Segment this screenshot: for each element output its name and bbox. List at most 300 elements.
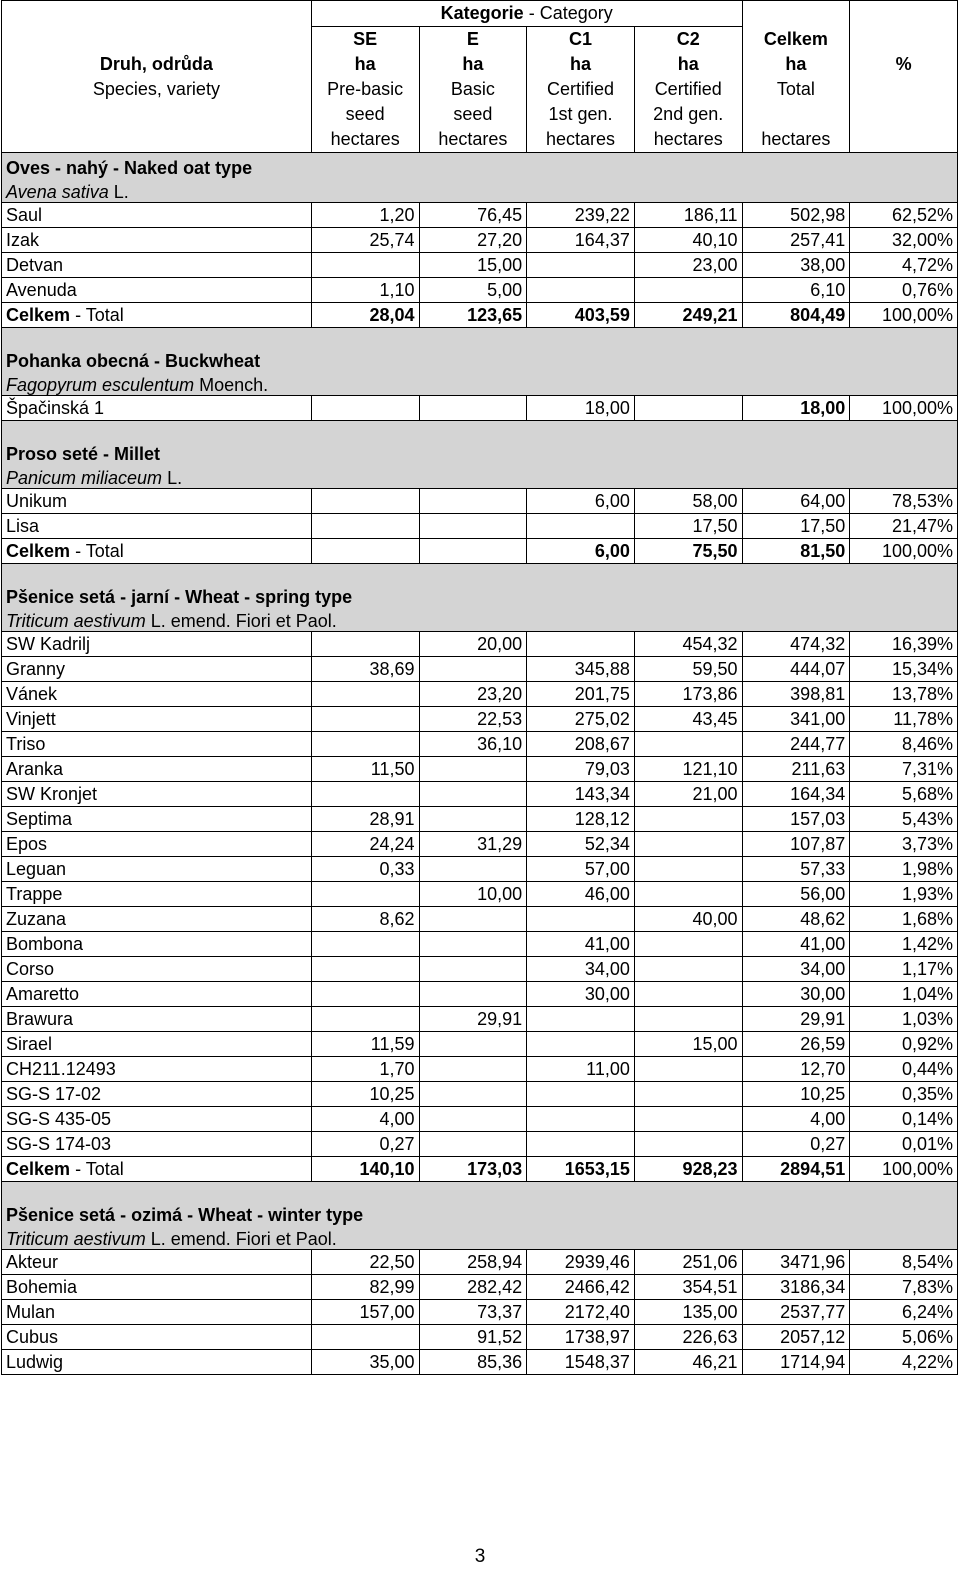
cell-c2: 59,50 (634, 657, 742, 682)
cell-c2: 354,51 (634, 1275, 742, 1300)
total-cell-pct: 100,00% (850, 539, 958, 564)
cell-total: 6,10 (742, 278, 850, 303)
variety-name: Bohemia (2, 1275, 312, 1300)
cell-c1 (527, 514, 635, 539)
cell-c1: 143,34 (527, 782, 635, 807)
table-row (2, 932, 958, 957)
cell-total: 2537,77 (742, 1300, 850, 1325)
latin-author: L. (113, 182, 129, 202)
cell-se (311, 682, 419, 707)
total-label (2, 303, 312, 328)
cell-pct: 5,68% (850, 782, 958, 807)
total-cell-se: 28,04 (311, 303, 419, 328)
cell-total: 4,00 (742, 1107, 850, 1132)
cell-total: 57,33 (742, 857, 850, 882)
variety-name: Vinjett (2, 707, 312, 732)
cell-se: 82,99 (311, 1275, 419, 1300)
cell-c2: 43,45 (634, 707, 742, 732)
total-cell-e: 173,03 (419, 1157, 527, 1182)
table-row (2, 1275, 958, 1300)
section-spacer (2, 1182, 958, 1201)
col-desc1-e: Basic (419, 77, 527, 102)
section-title: Oves - nahý - Naked oat type (2, 153, 958, 179)
cell-pct: 78,53% (850, 489, 958, 514)
cell-e (419, 807, 527, 832)
cell-e: 85,36 (419, 1350, 527, 1375)
cell-c1 (527, 1082, 635, 1107)
cell-se (311, 932, 419, 957)
latin-author: L. (167, 468, 183, 488)
variety-name: Epos (2, 832, 312, 857)
table-row (2, 832, 958, 857)
total-label-cz: Celkem (6, 1158, 71, 1179)
cell-c1 (527, 907, 635, 932)
table-row (2, 707, 958, 732)
total-cell-se: 140,10 (311, 1157, 419, 1182)
col-unit-en-se: hectares (311, 127, 419, 153)
cell-c2: 15,00 (634, 1032, 742, 1057)
total-cell-c1: 403,59 (527, 303, 635, 328)
latin-author: Moench. (199, 375, 269, 395)
cell-c1 (527, 253, 635, 278)
cell-c2 (634, 1007, 742, 1032)
cell-c1 (527, 1032, 635, 1057)
cell-total: 2057,12 (742, 1325, 850, 1350)
cell-pct: 62,52% (850, 203, 958, 228)
total-cell-e (419, 539, 527, 564)
section-title: Pšenice setá - jarní - Wheat - spring type (2, 582, 958, 607)
cell-total: 41,00 (742, 932, 850, 957)
cell-c1: 46,00 (527, 882, 635, 907)
cell-e: 22,53 (419, 707, 527, 732)
cell-pct: 100,00% (850, 396, 958, 421)
cell-c2 (634, 957, 742, 982)
variety-name: Zuzana (2, 907, 312, 932)
cell-pct: 0,35% (850, 1082, 958, 1107)
total-row (2, 303, 958, 328)
cell-se: 35,00 (311, 1350, 419, 1375)
cell-e: 36,10 (419, 732, 527, 757)
table-row (2, 514, 958, 539)
cell-e (419, 782, 527, 807)
section-latin-name (2, 464, 958, 489)
cell-se (311, 514, 419, 539)
total-cell-pct: 100,00% (850, 1157, 958, 1182)
cell-total: 474,32 (742, 632, 850, 657)
variety-name: Vánek (2, 682, 312, 707)
table-row (2, 907, 958, 932)
col-desc1-se: Pre-basic (311, 77, 419, 102)
cell-se (311, 982, 419, 1007)
col-code-e: E (419, 27, 527, 53)
table-row (2, 732, 958, 757)
cell-se: 0,33 (311, 857, 419, 882)
cell-c2: 251,06 (634, 1250, 742, 1275)
cell-se: 1,20 (311, 203, 419, 228)
cell-total: 34,00 (742, 957, 850, 982)
variety-name: Triso (2, 732, 312, 757)
cell-c1 (527, 1132, 635, 1157)
cell-pct: 3,73% (850, 832, 958, 857)
cell-total: 107,87 (742, 832, 850, 857)
cell-pct: 6,24% (850, 1300, 958, 1325)
cell-pct: 8,46% (850, 732, 958, 757)
cell-pct: 1,93% (850, 882, 958, 907)
cell-e (419, 982, 527, 1007)
table-row (2, 1350, 958, 1375)
cell-c1: 128,12 (527, 807, 635, 832)
latin-genus-species: Panicum miliaceum (6, 468, 163, 488)
table-row (2, 807, 958, 832)
cell-total: 3186,34 (742, 1275, 850, 1300)
cell-total: 10,25 (742, 1082, 850, 1107)
cell-total: 157,03 (742, 807, 850, 832)
table-body (2, 153, 958, 1375)
section-spacer (2, 421, 958, 440)
cell-c2 (634, 1107, 742, 1132)
variety-name: Mulan (2, 1300, 312, 1325)
col-percent: % (850, 52, 958, 77)
total-label-en: - Total (75, 1158, 124, 1179)
cell-c2 (634, 278, 742, 303)
cell-se (311, 489, 419, 514)
cell-e: 76,45 (419, 203, 527, 228)
cell-c2: 226,63 (634, 1325, 742, 1350)
col-unit-en-e: hectares (419, 127, 527, 153)
cell-c1: 2172,40 (527, 1300, 635, 1325)
latin-genus-species: Avena sativa (6, 182, 109, 202)
cell-pct: 1,17% (850, 957, 958, 982)
total-cell-total: 81,50 (742, 539, 850, 564)
cell-e (419, 932, 527, 957)
section-spacer (2, 564, 958, 583)
cell-total: 398,81 (742, 682, 850, 707)
total-row (2, 1157, 958, 1182)
page-number: 3 (474, 1546, 486, 1567)
cell-se: 4,00 (311, 1107, 419, 1132)
cell-se: 0,27 (311, 1132, 419, 1157)
cell-e: 31,29 (419, 832, 527, 857)
cell-c2 (634, 982, 742, 1007)
variety-name: Lisa (2, 514, 312, 539)
cell-pct: 4,22% (850, 1350, 958, 1375)
section-latin-name (2, 607, 958, 632)
cell-se: 28,91 (311, 807, 419, 832)
col-code-total: Celkem (742, 27, 850, 53)
cell-e: 73,37 (419, 1300, 527, 1325)
variety-name: Špačinská 1 (2, 396, 312, 421)
cell-c1 (527, 278, 635, 303)
cell-c2 (634, 396, 742, 421)
cell-total: 244,77 (742, 732, 850, 757)
variety-name: Amaretto (2, 982, 312, 1007)
table-row (2, 757, 958, 782)
cell-c1: 41,00 (527, 932, 635, 957)
cell-total: 38,00 (742, 253, 850, 278)
cell-total: 17,50 (742, 514, 850, 539)
cell-c1: 30,00 (527, 982, 635, 1007)
table-row (2, 489, 958, 514)
variety-name: Ludwig (2, 1350, 312, 1375)
cell-pct: 1,04% (850, 982, 958, 1007)
cell-c1: 1548,37 (527, 1350, 635, 1375)
cell-se: 157,00 (311, 1300, 419, 1325)
cell-se (311, 253, 419, 278)
cell-se: 38,69 (311, 657, 419, 682)
section-spacer (2, 328, 958, 347)
cell-total: 0,27 (742, 1132, 850, 1157)
table-row (2, 203, 958, 228)
total-label (2, 1157, 312, 1182)
cell-total: 341,00 (742, 707, 850, 732)
latin-genus-species: Triticum aestivum (6, 1229, 146, 1249)
table-row (2, 782, 958, 807)
cell-se: 1,10 (311, 278, 419, 303)
cell-c2: 23,00 (634, 253, 742, 278)
cell-pct: 7,31% (850, 757, 958, 782)
cell-c1 (527, 632, 635, 657)
variety-name: Bombona (2, 932, 312, 957)
col-desc1-total: Total (742, 77, 850, 102)
cell-c2: 121,10 (634, 757, 742, 782)
cell-pct: 15,34% (850, 657, 958, 682)
cell-total: 1714,94 (742, 1350, 850, 1375)
cell-e: 5,00 (419, 278, 527, 303)
cell-e: 15,00 (419, 253, 527, 278)
cell-e: 23,20 (419, 682, 527, 707)
variety-name: Trappe (2, 882, 312, 907)
cell-se: 24,24 (311, 832, 419, 857)
total-cell-e: 123,65 (419, 303, 527, 328)
cell-total: 64,00 (742, 489, 850, 514)
cell-pct: 8,54% (850, 1250, 958, 1275)
cell-c1: 11,00 (527, 1057, 635, 1082)
cell-c1: 6,00 (527, 489, 635, 514)
cell-se (311, 707, 419, 732)
cell-e: 20,00 (419, 632, 527, 657)
cell-total: 29,91 (742, 1007, 850, 1032)
cell-c1 (527, 1007, 635, 1032)
section-latin-name (2, 178, 958, 203)
cell-c2 (634, 1132, 742, 1157)
table-row (2, 1132, 958, 1157)
cell-pct: 0,76% (850, 278, 958, 303)
cell-se: 10,25 (311, 1082, 419, 1107)
total-cell-total: 2894,51 (742, 1157, 850, 1182)
latin-genus-species: Triticum aestivum (6, 611, 146, 631)
cell-pct: 5,06% (850, 1325, 958, 1350)
cell-e (419, 514, 527, 539)
cell-c1: 57,00 (527, 857, 635, 882)
category-header: Kategorie - Category (311, 1, 742, 27)
variety-name: Corso (2, 957, 312, 982)
cell-total: 56,00 (742, 882, 850, 907)
cell-se: 11,59 (311, 1032, 419, 1057)
col-code-se: SE (311, 27, 419, 53)
cell-se (311, 396, 419, 421)
cell-se (311, 957, 419, 982)
cell-e: 91,52 (419, 1325, 527, 1350)
variety-name: Brawura (2, 1007, 312, 1032)
table-row (2, 1057, 958, 1082)
table-row (2, 396, 958, 421)
total-cell-pct: 100,00% (850, 303, 958, 328)
cell-se: 25,74 (311, 228, 419, 253)
cell-c2 (634, 857, 742, 882)
cell-e: 282,42 (419, 1275, 527, 1300)
cell-c2 (634, 932, 742, 957)
cell-c1: 208,67 (527, 732, 635, 757)
col-desc2-e: seed (419, 102, 527, 127)
cell-e: 258,94 (419, 1250, 527, 1275)
col-unit-se: ha (311, 52, 419, 77)
latin-genus-species: Fagopyrum esculentum (6, 375, 195, 395)
table-row (2, 228, 958, 253)
total-label-cz: Celkem (6, 540, 71, 561)
cell-e (419, 1107, 527, 1132)
variety-name: Sirael (2, 1032, 312, 1057)
cell-e (419, 1082, 527, 1107)
cell-c2: 46,21 (634, 1350, 742, 1375)
total-label-en: - Total (75, 540, 124, 561)
variety-name: Aranka (2, 757, 312, 782)
cell-pct: 1,68% (850, 907, 958, 932)
table-row (2, 1107, 958, 1132)
table-row (2, 632, 958, 657)
cell-c1: 52,34 (527, 832, 635, 857)
cell-e: 29,91 (419, 1007, 527, 1032)
cell-e (419, 396, 527, 421)
cell-se (311, 1007, 419, 1032)
cell-total: 502,98 (742, 203, 850, 228)
table-row (2, 982, 958, 1007)
cell-c1: 201,75 (527, 682, 635, 707)
cell-c2 (634, 732, 742, 757)
cell-pct: 0,14% (850, 1107, 958, 1132)
table-row (2, 1082, 958, 1107)
cell-se: 8,62 (311, 907, 419, 932)
cell-c1: 34,00 (527, 957, 635, 982)
cell-c2: 21,00 (634, 782, 742, 807)
col-unit-c2: ha (634, 52, 742, 77)
cell-pct: 0,01% (850, 1132, 958, 1157)
variety-name: Granny (2, 657, 312, 682)
row-label-cz: Druh, odrůda (2, 52, 312, 77)
cell-e (419, 1057, 527, 1082)
cell-pct: 7,83% (850, 1275, 958, 1300)
cell-e (419, 657, 527, 682)
cell-c2 (634, 1082, 742, 1107)
variety-name: Detvan (2, 253, 312, 278)
variety-name: Cubus (2, 1325, 312, 1350)
table-row (2, 1325, 958, 1350)
cell-e: 10,00 (419, 882, 527, 907)
cell-total: 211,63 (742, 757, 850, 782)
cell-c2: 135,00 (634, 1300, 742, 1325)
cell-total: 26,59 (742, 1032, 850, 1057)
cell-c2: 40,10 (634, 228, 742, 253)
total-label-en: - Total (75, 304, 124, 325)
cell-total: 3471,96 (742, 1250, 850, 1275)
col-unit-c1: ha (527, 52, 635, 77)
cell-e (419, 757, 527, 782)
cell-c1: 79,03 (527, 757, 635, 782)
variety-name: SG-S 435-05 (2, 1107, 312, 1132)
cell-c1: 2939,46 (527, 1250, 635, 1275)
cell-pct: 0,44% (850, 1057, 958, 1082)
row-label-en: Species, variety (2, 77, 312, 102)
table-row (2, 1032, 958, 1057)
cell-c2 (634, 832, 742, 857)
table-header (2, 1, 958, 153)
seed-area-table (1, 0, 958, 1375)
total-cell-total: 804,49 (742, 303, 850, 328)
col-unit-total: ha (742, 52, 850, 77)
col-desc2-c1: 1st gen. (527, 102, 635, 127)
cell-pct: 5,43% (850, 807, 958, 832)
cell-pct: 1,42% (850, 932, 958, 957)
col-desc1-c2: Certified (634, 77, 742, 102)
cell-total: 444,07 (742, 657, 850, 682)
cell-total: 48,62 (742, 907, 850, 932)
cell-c1: 275,02 (527, 707, 635, 732)
col-desc2-total (742, 102, 850, 127)
cell-pct: 13,78% (850, 682, 958, 707)
table-row (2, 882, 958, 907)
variety-name: SG-S 17-02 (2, 1082, 312, 1107)
cell-se: 22,50 (311, 1250, 419, 1275)
total-row (2, 539, 958, 564)
cell-total: 257,41 (742, 228, 850, 253)
table-row (2, 1300, 958, 1325)
cell-se: 11,50 (311, 757, 419, 782)
variety-name: CH211.12493 (2, 1057, 312, 1082)
cell-pct: 0,92% (850, 1032, 958, 1057)
cell-pct: 21,47% (850, 514, 958, 539)
total-cell-c2: 249,21 (634, 303, 742, 328)
total-label (2, 539, 312, 564)
col-desc2-se: seed (311, 102, 419, 127)
section-title: Pohanka obecná - Buckwheat (2, 346, 958, 371)
cell-c2 (634, 807, 742, 832)
variety-name: Avenuda (2, 278, 312, 303)
col-desc2-c2: 2nd gen. (634, 102, 742, 127)
col-unit-en-c2: hectares (634, 127, 742, 153)
variety-name: Unikum (2, 489, 312, 514)
col-unit-e: ha (419, 52, 527, 77)
table-row (2, 657, 958, 682)
cell-e (419, 957, 527, 982)
cell-se (311, 732, 419, 757)
cell-c1: 18,00 (527, 396, 635, 421)
cell-pct: 1,98% (850, 857, 958, 882)
cell-e (419, 1132, 527, 1157)
cell-se (311, 882, 419, 907)
cell-c1: 345,88 (527, 657, 635, 682)
cell-se (311, 1325, 419, 1350)
table-row (2, 857, 958, 882)
section-title: Pšenice setá - ozimá - Wheat - winter type (2, 1200, 958, 1225)
variety-name: Leguan (2, 857, 312, 882)
cell-c1: 239,22 (527, 203, 635, 228)
table-row (2, 682, 958, 707)
col-unit-en-total: hectares (742, 127, 850, 153)
cell-c1: 2466,42 (527, 1275, 635, 1300)
total-cell-se (311, 539, 419, 564)
table-row (2, 1007, 958, 1032)
variety-name: Izak (2, 228, 312, 253)
table-row (2, 253, 958, 278)
